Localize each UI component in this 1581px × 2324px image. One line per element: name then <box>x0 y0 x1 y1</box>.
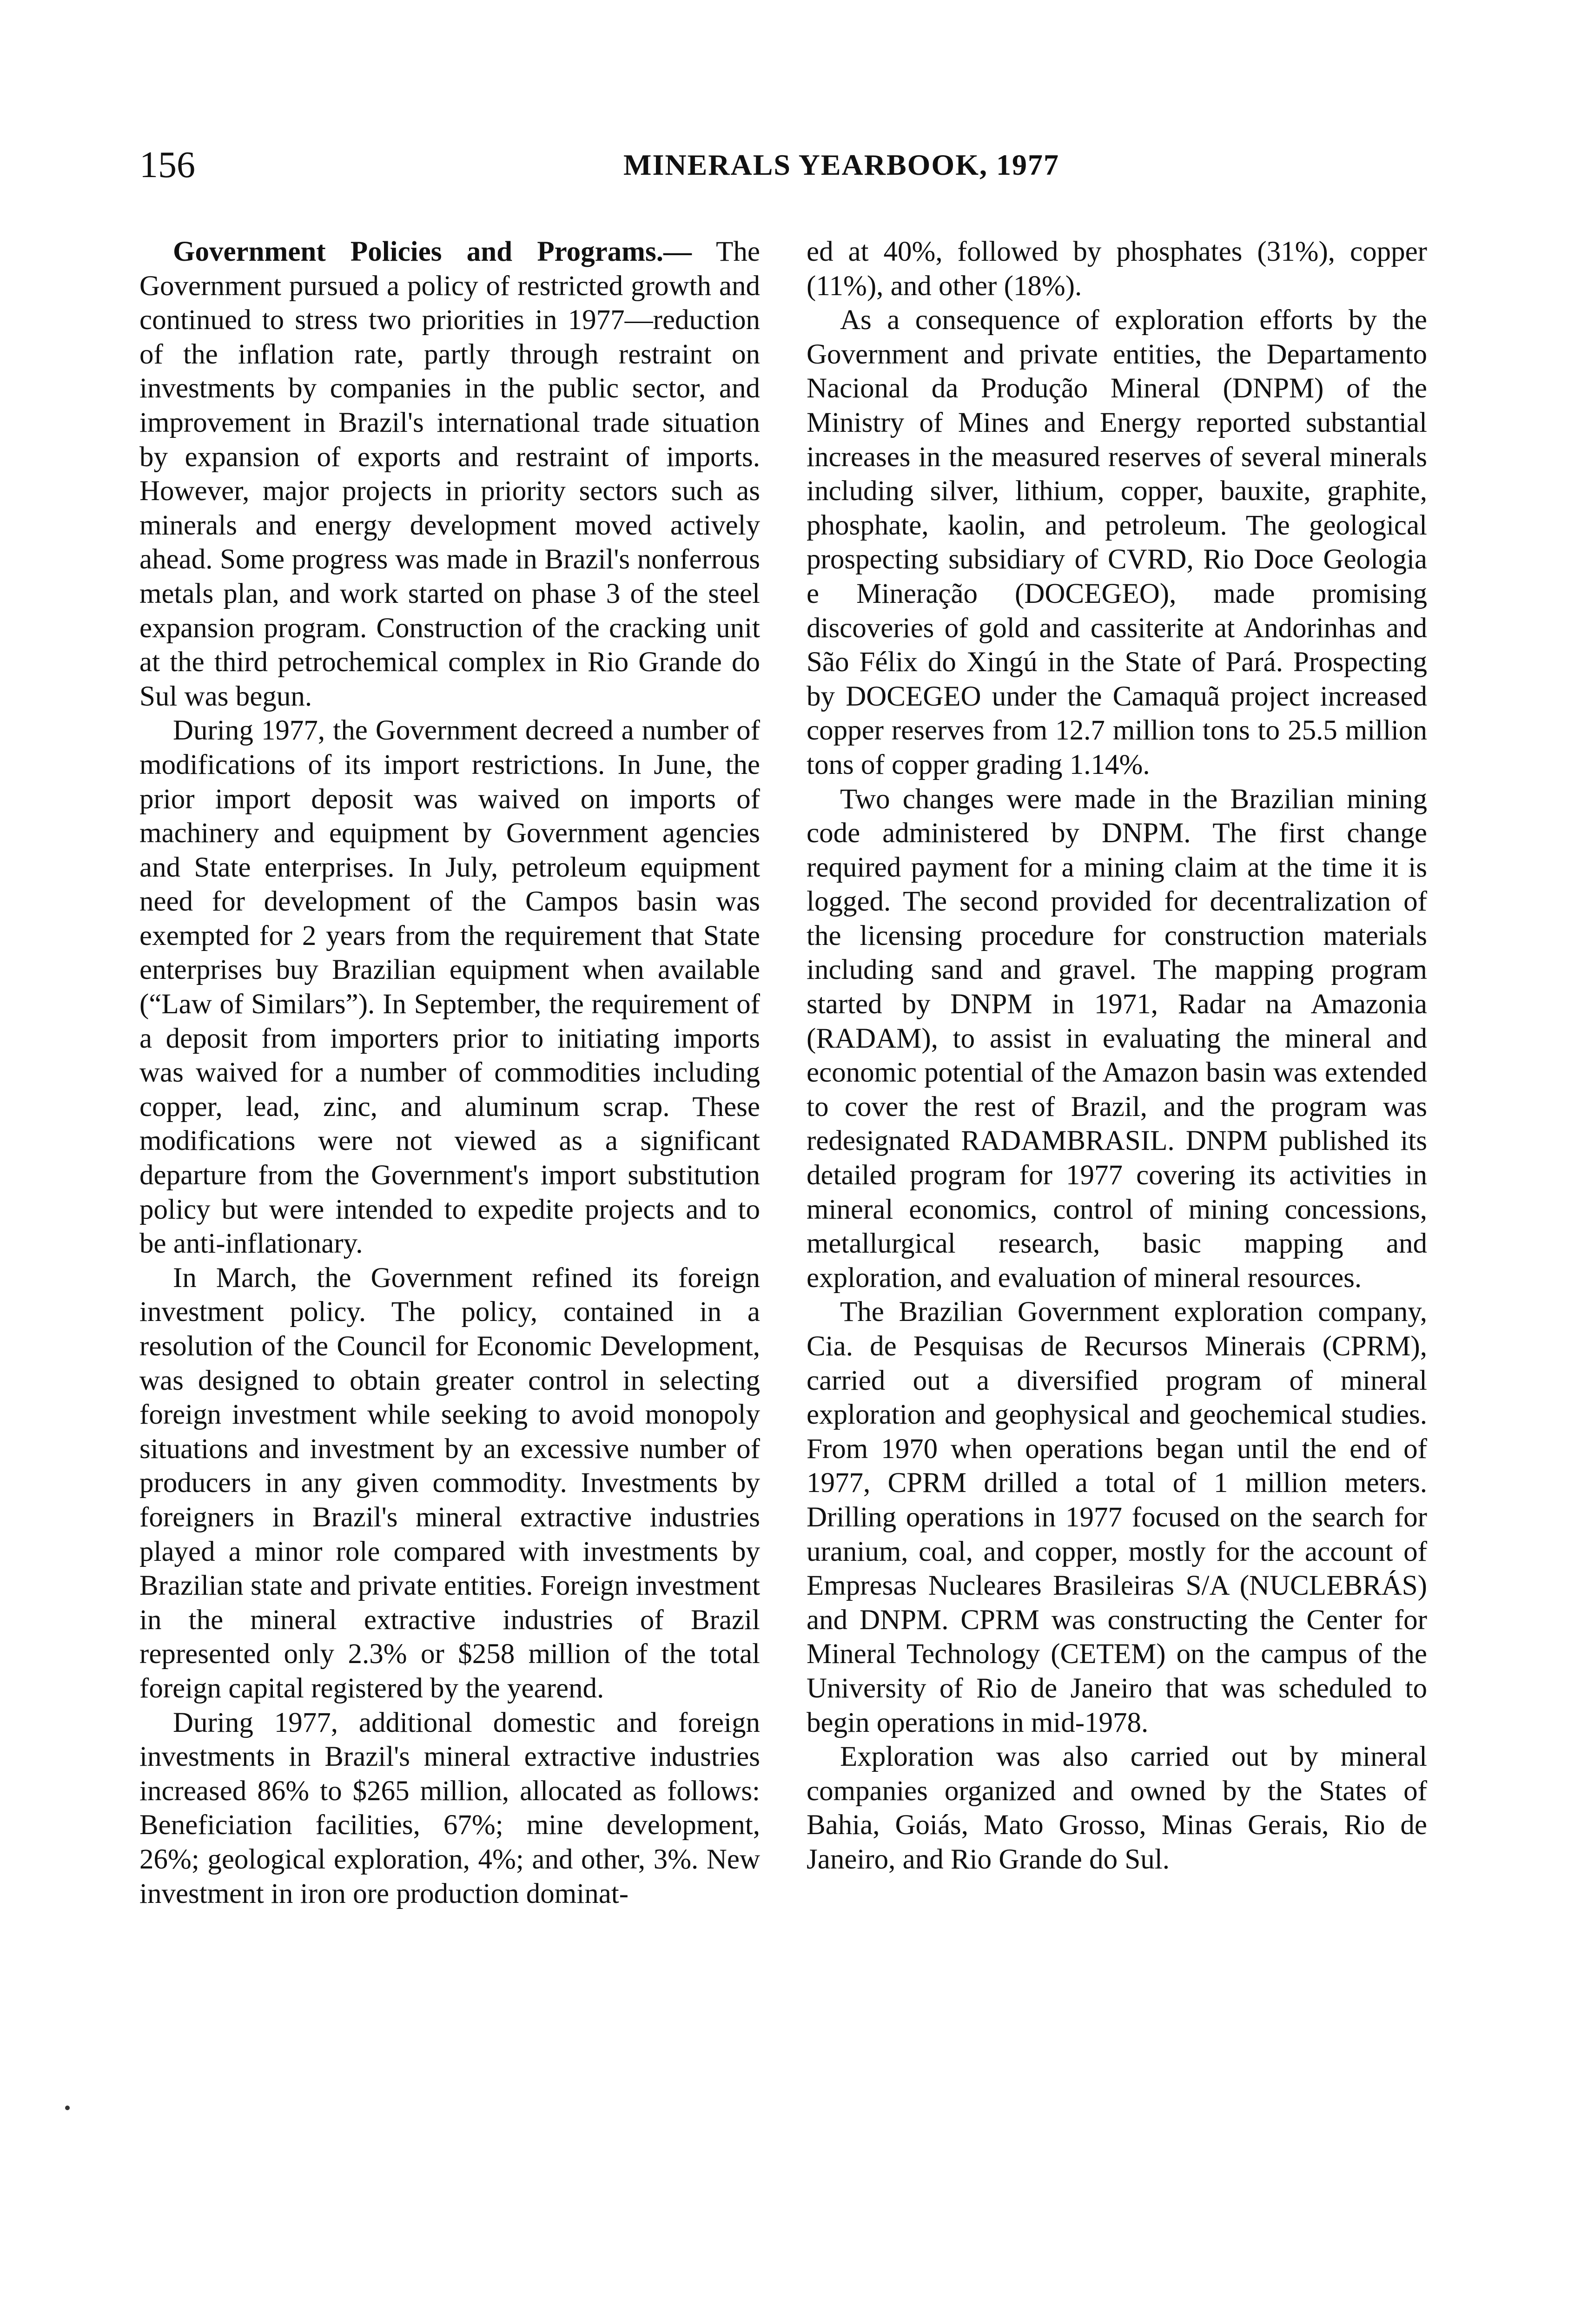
paragraph-cprm: The Brazilian Government exploration company, Cia. de Pesquisas de Recursos Minerais (CPRM), carried out a diversified program of mineral exploration and geophysical and geochemical studies. From 1970 when operations began until the end of 1977, CPRM drilled a total of 1 million meters. Drilling operations in 1977 focused on the search for uranium, coal, and copper, mostly for the account of Empresas Nucleares Brasileiras S/A (NUCLEBRÁS) and DNPM. CPRM was constructing the Center for Mineral Technology (CETEM) on the campus of the University of Rio de Janeiro that was scheduled to begin operations in mid-1978. <box>807 1296 1427 1738</box>
scan-mark <box>65 2106 70 2110</box>
paragraph-foreign-investment: In March, the Government refined its foreign investment policy. The policy, contained in a resolution of the Council for Economic Development, was designed to obtain greater control in selecting foreign investment while seeking to avoid monopoly situations and investment by an excessive number of producers in any given commodity. Investments by foreigners in Brazil's mineral extractive industries played a minor role compared with investments by Brazilian state and private entities. Foreign investment in the mineral extractive industries of Brazil represented only 2.3% or $258 million of the total foreign capital registered by the yearend. <box>139 1262 760 1704</box>
section-heading: Government Policies and Programs.— <box>173 236 692 267</box>
running-title: MINERALS YEARBOOK, 1977 <box>623 148 1059 181</box>
body-columns <box>139 235 1427 2303</box>
paragraph-exploration-reserves: As a consequence of exploration efforts by the Government and private entities, the Departamento Nacional da Produção Mineral (DNPM) of the Ministry of Mines and Energy reported substantial increases in the measured reserves of several minerals including silver, lithium, copper, bauxite, graphite, phosphate, kaolin, and petroleum. The geological prospecting subsidiary of CVRD, Rio Doce Geologia e Mineração (DOCEGEO), made promising discoveries of gold and cassiterite at Andorinhas and São Félix do Xingú in the State of Pará. Prospecting by DOCEGEO under the Camaquã project increased copper reserves from 12.7 million tons to 25.5 million tons of copper grading 1.14%. <box>807 304 1427 780</box>
paragraph-import-restrictions: During 1977, the Government decreed a number of modifications of its import restrictions. In June, the prior import deposit was waived on imports of machinery and equipment by Government agencies and State enterprises. In July, petroleum equipment need for development of the Campos basin was exempted for 2 years from the requirement that State enterprises buy Brazilian equipment when available (“Law of Similars”). In September, the requirement of a deposit from importers prior to initiating imports was waived for a number of commodities including copper, lead, zinc, and aluminum scrap. These modifications were not viewed as a significant departure from the Government's import substitution policy but were intended to expedite projects and to be anti-inflationary. <box>139 715 760 1260</box>
paragraph-government-policies <box>139 235 760 713</box>
paragraph-mining-code: Two changes were made in the Brazilian mining code administered by DNPM. The first change required payment for a mining claim at the time it is logged. The second provided for decentralization of the licensing procedure for construction materials including sand and gravel. The mapping program started by DNPM in 1971, Radar na Amazonia (RADAM), to assist in evaluating the mineral and economic potential of the Amazon basin was extended to cover the rest of Brazil, and the program was redesignated RADAMBRASIL. DNPM published its detailed program for 1977 covering its activities in mineral economics, control of mining concessions, metallurgical research, basic mapping and exploration, and evaluation of mineral resources. <box>807 783 1427 1294</box>
left-column <box>139 235 760 2303</box>
paragraph-state-companies: Exploration was also carried out by mineral companies organized and owned by the States of Bahia, Goiás, Mato Grosso, Minas Gerais, Rio de Janeiro, and Rio Grande do Sul. <box>807 1741 1427 1875</box>
page-header <box>139 139 1474 191</box>
paragraph-text: The Government pursued a policy of restricted growth and continued to stress two priorities in 1977—reduction of the inflation rate, partly through restraint on investments by companies in the public sector, and improvement in Brazil's international trade situation by expansion of exports and restraint of imports. However, major projects in priority sectors such as minerals and energy development moved actively ahead. Some progress was made in Brazil's nonferrous metals plan, and work started on phase 3 of the steel expansion program. Construction of the cracking unit at the third petrochemical complex in Rio Grande do Sul was begun. <box>139 236 760 712</box>
paragraph-domestic-investment: During 1977, additional domestic and foreign investments in Brazil's mineral extractive industries increased 86% to $265 million, allocated as follows: Beneficiation facilities, 67%; mine development, 26%; geological exploration, 4%; and other, 3%. New investment in iron ore production dominat- <box>139 1707 760 1909</box>
right-column <box>807 235 1427 2303</box>
page-number: 156 <box>139 145 195 185</box>
paragraph-continuation: ed at 40%, followed by phosphates (31%), copper (11%), and other (18%). <box>807 236 1427 302</box>
